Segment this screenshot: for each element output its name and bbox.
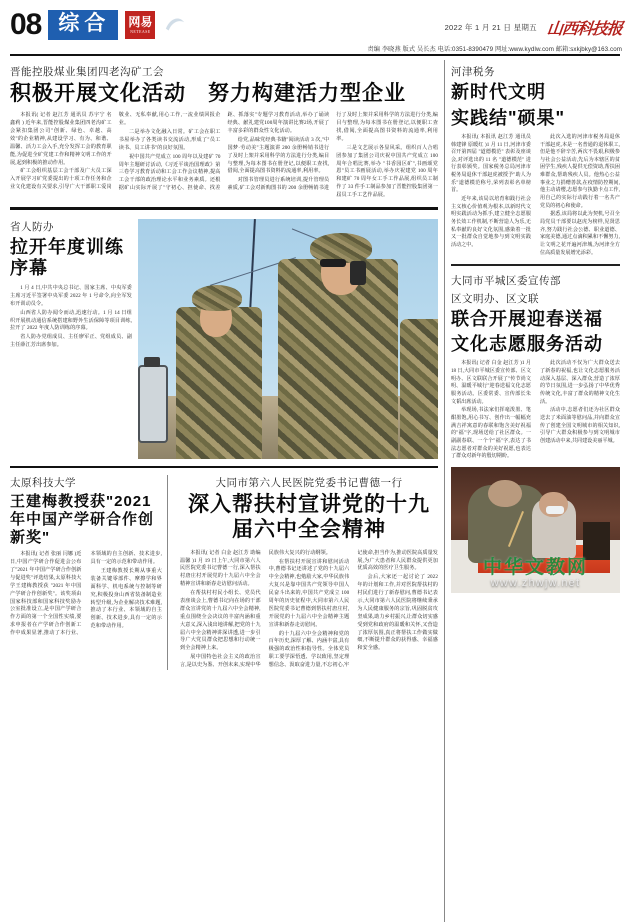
- paragraph: 对图书管理员进行系统培训,提升管理员素质,矿工会对新购图书的 200 余册畅销书进行了及时上架并采用科学的方法进行分类,编目与整理,为每本图书在册登记,以便职工查找,借阅,全面提高图书资料的流通率,利用率。: [227, 112, 438, 192]
- article-spring-blessing: [451, 273, 620, 593]
- paragraph: 本报讯( 本报讯 赵江芳 通讯员 韩建锋 原暖红 )1 月 11 日,河津市委召开第四届 "道德模范" 表彰及座谈会,对评选出的 11 名 "道德模范" 进行表彰颁奖。国家税务总局河津市税务局退休干部赵虎被授予"助人为乐"道德模范称号,荣列表彰名单榜首。: [450, 133, 531, 194]
- swoosh-icon: [164, 14, 186, 36]
- paragraph: 三是文艺展示各显风采。组织百人合唱团参加了集团公司庆祝中国共产党成立 100 周年合唱比赛,举办 "书香园区矿",书画颂党恩"员工书画展活动,举办庆祝建党 100 周年和建矿 70 周年女工手工作品展,组织员工制作了 33 件手工制品参加了晋能控股集团第一届员工手工艺作品展。: [336, 144, 438, 199]
- soldier-far-right-body: [400, 319, 438, 459]
- divider-2: [10, 466, 438, 469]
- paragraph: 会后,大家还一起讨论了 2022 年的计划和工作,并对医院帮扶村的村民们进行了新春慰问,曹德书记表示,大同市第六人民医院将继续秉承为人民健康服务的宗旨,巩固脱贫攻坚成果,助力乡村振兴,让群众切实感受到党和政府的温暖和关怀,又营造了浓厚氛围,真正将帮扶工作做实做细,不断提升群众的获得感、幸福感和安全感。: [357, 574, 438, 652]
- sunglasses: [320, 259, 346, 267]
- paper-title: 山西科技报: [545, 21, 623, 38]
- article-professor-award: [10, 475, 162, 670]
- paragraph: 在帮扶村开展宣讲和慰问活动中,曹德书记还讲述了党的十九届六中全会精神,也勉励大家,中华民族伟大复兴是靠中国共产党领导中国人民奋斗出来的,中国共产党成立 100 周年的历史征程中,大同市第六人民医院党委书记曹德到帮扶村唐庄村,开展党的十九届六中全会精神主题宣讲和新春走访慰问。: [268, 558, 350, 628]
- paragraph: 给党,品味党经典书籍"阅读活动 3 次,"中国梦·劳动美"主题演讲 200 余册畅销书进行了及时上架并采用科学的方法进行分类,编目与整理,为每本图书在册登记,以便职工查找,借阅,全面提高图书资料的流通率,利用率。: [227, 136, 330, 175]
- photo-background-figure: [583, 522, 610, 560]
- photo-face-mask: [546, 506, 565, 514]
- radio-handset: [350, 261, 366, 285]
- paragraph: 祝中国共产党成立 100 周年以及建矿 70 周年主题研讨活动,《习近平谈治国理政》第三卷学习教育活动和工会工作会议精神,提高工会干部的政治理论水平和业务素质。还根据矿山实际开展了"守初心、担使命、找差距、抓落实"专题学习教育活动,举办了诵读经典、献礼建党100周年演讲比赛2场,开展了丰富多彩的群众性文化活动。: [118, 112, 330, 192]
- field-equipment: [138, 365, 168, 443]
- article2-body: [10, 285, 132, 351]
- divider-1: [10, 207, 438, 210]
- article-hospital-outreach: [173, 475, 438, 670]
- section-badge: 综合: [48, 10, 118, 39]
- paragraph: 近年来,该局以培育和践行社会主义核心价值观为根本,以新时代文明实践活动为抓手,建立健全志愿服务长效工作机制,不断营造人为乐,无私奉献的良好文化氛围,感染着一批又一批群众自觉地参与到文明实践活动之中。: [450, 196, 531, 249]
- lower-vertical-separator: [167, 475, 168, 670]
- paragraph: 本报讯( 记者 白金 赵江芳 )1 月 18 日,大同市平城区委宣传部、区文明办、区文联联合开展了"传节尚文明、温暖平城行"迎春送福文化志愿服务活动。区委常委、宣传部长朱文韬出席活动。: [450, 360, 531, 405]
- article1-kicker: 晋能控股煤业集团四老沟矿工会: [10, 66, 164, 79]
- article3-headline: 王建梅教授获"2021 年中国产学研合作创新奖": [10, 493, 155, 546]
- masthead: [0, 0, 630, 52]
- article3-body: [10, 551, 162, 638]
- divider-right-1: [451, 264, 620, 266]
- article2-kicker: 省人防办: [10, 220, 54, 233]
- photo-calligraphy-activity: [451, 467, 620, 593]
- watermark-url: www.zhwjw.net: [490, 576, 581, 589]
- article4-body: [180, 550, 438, 670]
- article4-headline: 深入帮扶村宣讲党的十九届六中全会精神: [188, 493, 430, 541]
- publisher-logo-text: 网易: [128, 15, 153, 30]
- article5-headline-line1: 新时代文明: [450, 82, 546, 103]
- photo-elder-head: [488, 480, 522, 508]
- masthead-right: [367, 10, 622, 53]
- article-tax-civilization: [451, 56, 620, 257]
- paragraph: 展中国特色社会主义的政治宣言,是以史为鉴、开创未来,实现中华民族伟大复兴的行动纲领。: [180, 549, 331, 669]
- right-column: [451, 56, 620, 922]
- paragraph: 省人防办党组成员、主任廖军正、党组成员、副主任薛江芳出席参加。: [10, 334, 132, 349]
- article1-headline: 积极开展文化活动 努力构建活力型企业: [10, 82, 406, 106]
- paragraph: 矿工会组织基层工会干部及广大员工深入开展学习矿党委提出的十项工作任务和企业文化建设有关要求,引导广大干部职工爱岗敬业、无私奉献,用心工作,一流业绩回报企业。: [10, 112, 221, 191]
- article5-headline-line2: 实践结"硕果": [450, 107, 566, 128]
- article1-body: [10, 112, 438, 200]
- article5-kicker: 河津税务: [450, 66, 495, 79]
- lower-band: [10, 475, 438, 670]
- article6-kicker-line2: 区文明办、区文联: [450, 292, 539, 305]
- paragraph: 二是举办文化融入日常。矿工会在职工书屋举办了各类读书交流活动,形成了"员工读书、员工讲书"的良好氛围。: [118, 128, 221, 151]
- masthead-credits: 责编 李晓燕 版式 吴长杰 电话:0351-8390479 网址:www.kydlw.com 邮箱:sxkjbky@163.com: [367, 46, 622, 53]
- paragraph: 的十九届六中全会精神和党的百年历史,深厚了解、内涵丰富,具有极强的政治性和指导性。全体党员职工要学深悟透、学以致用,坚定理想信念、汲取奋进力量,不忘初心,牢记使命,担当作为,推动医院高质量发展,为广大患者和人民群众提供更加优质高效的医疗卫生服务。: [268, 549, 438, 669]
- paragraph: 王建梅教授长期从事重大装备关键零部件、摩擦学和界面科学、机电系统与控制等研究,积极投身山西省装备制造业转型升级,为企业解决技术难题,推动了本行业、本领域的自主创新、技术进步,具有一定的示范和带动作用。: [90, 567, 162, 630]
- page-grid: [0, 56, 630, 922]
- article6-kicker-line1: 大同市平城区委宣传部: [450, 274, 561, 287]
- photo-child-head: [539, 492, 568, 517]
- article2-headline: 拉开年度训练序幕: [10, 236, 124, 278]
- paragraph: 活动中,志愿者们还为社区群众送去了米面油等慰问品,并向群众宣传了创建全国文明城市的相关知识,引导广大群众积极参与到文明城市创建活动中来,共同建设美丽平城。: [539, 407, 620, 444]
- publisher-logo-subtext: NETEASE: [130, 28, 151, 34]
- paragraph: 本报讯( 记者 赵江芳 通讯员 苏宇宁 名鑫莉 ) 近年来,晋能控股煤业集团四老沟矿工会紧扣集团公司"创新、绿色、卓越、高效"的企业精神,从建设学习、有为、和谐、温馨、活力工会入手,充分发挥工会的教育职能,为促进全矿党建工作和精神文明工作的开展,起到积极的推动作用。: [10, 112, 112, 166]
- main-column: [10, 56, 438, 922]
- article-civil-defense: [10, 217, 438, 459]
- paragraph: 此次入选的河津市税务局退休干部赵虎,本是一名普通的退休职工,但是他不辞辛苦,两次不畏艰,积极参与社会公益活动,先后为本辖区的贫困学生,残疾人提供无偿资助,帮扶困难群众,帮助残疾人员。他热心公益事业之力捐赠善款,在疫情防控期间,他主动请缨,志愿参与执勤卡点工作,用自己的实际行动践行着一名共产党员的初心和使命。: [539, 133, 620, 209]
- paragraph: 本报讯( 记者 白金 赵江芳 助编 温馨 )1 月 19 日上午,大同市第六人民医院党委书记曹德一行,深入帮扶村唐庄村开展党的十九届六中全会精神宣讲和新春走访慰问活动。: [180, 549, 261, 588]
- paragraph: 举现场,书法家们挥毫泼墨、笔酣墨饱,用心书写、创作出一幅幅充满吉祥寓意的春联和饱含美好祝福的"福"字,现场送给了社区群众。一副副春联、一个个"福"字,表达了书法志愿者对群众的美好祝愿,也表达了群众对新年的殷切期盼。: [450, 407, 531, 460]
- article6-headline-line2: 文化志愿服务活动: [450, 334, 603, 355]
- publisher-logo: [125, 11, 155, 39]
- paragraph: 在帮扶村村民小组长、党员代表座谈会上,曹德书记向在场的干部群众宣讲党的十九届六中全会精神,重点围绕全会决议的丰富内涵和重大意义,深入浅出地讲解,把党的十九届六中全会精神讲深讲透,进一步引导广大党员群众把思想和行动统一到全会精神上来。: [180, 590, 261, 652]
- paragraph: 山西省人防办闻令而动,迅速行动。1 月 14 日组织开展机动通信系统搭建和野外生活保障等项目训练,拉开了 2022 年度人防训练的序幕。: [10, 309, 132, 332]
- article6-headline-line1: 联合开展迎春送福: [450, 308, 603, 329]
- publication-date: 2022 年 1 月 21 日 星期五: [444, 23, 537, 32]
- article4-kicker: 大同市第六人民医院党委书记曹德一行: [215, 477, 403, 490]
- article5-body: [451, 134, 620, 258]
- main-right-separator: [444, 60, 445, 922]
- photo-civil-defense-training: [138, 219, 438, 459]
- paragraph: 本报讯( 记者 张丽 闫娜 )近日,中国产学研合作促进会公布了"2021 年中国产学研合作创新与促进奖"评选结果,太原科技大学王建梅教授获 "2021 年中国产学研合作创新奖"。该奖项由国家科技部和国家科技奖励办公室批准设立,是中国产学研合作方面的第一个全国性实绩,要求申报者在产学研合作创新工作中成果显著,推动了本行业、本领域的自主创新、技术进步,具有一定的示范和带动作用。: [10, 551, 162, 637]
- watermark-text: 中华文教网: [482, 556, 588, 578]
- page-number: 08: [10, 8, 42, 41]
- paragraph: 此次活动不仅为广大群众送去了新春的祝福,也让文化志愿服务活动深入基层、深入群众,营造了浓厚的节日氛围,进一步弘扬了中华优秀传统文化,丰富了群众的精神文化生活。: [539, 360, 620, 405]
- masthead-left: [10, 10, 186, 40]
- article-coal-union: [10, 56, 438, 200]
- equipment-head: [144, 357, 160, 367]
- paragraph: 1 月 4 日,中共中央总书记、国家主席、中央军委主席习近平签署中央军委 2022 年 1 号命令,向全军发布开训动员令。: [10, 285, 132, 307]
- article3-kicker: 太原科技大学: [10, 477, 76, 490]
- article6-body: [451, 360, 620, 461]
- soldier-left-cap: [192, 285, 242, 311]
- paragraph: 据悉,该局将以此为契机,号召全局党员干部要以赵虎为榜样,见贤思齐,努力践行社会公德、职业道德、家庭美德,通过点滴积累和不懈努力,让文明之花开遍河津城,为河津全方位高质量发展增光添彩。: [539, 211, 620, 256]
